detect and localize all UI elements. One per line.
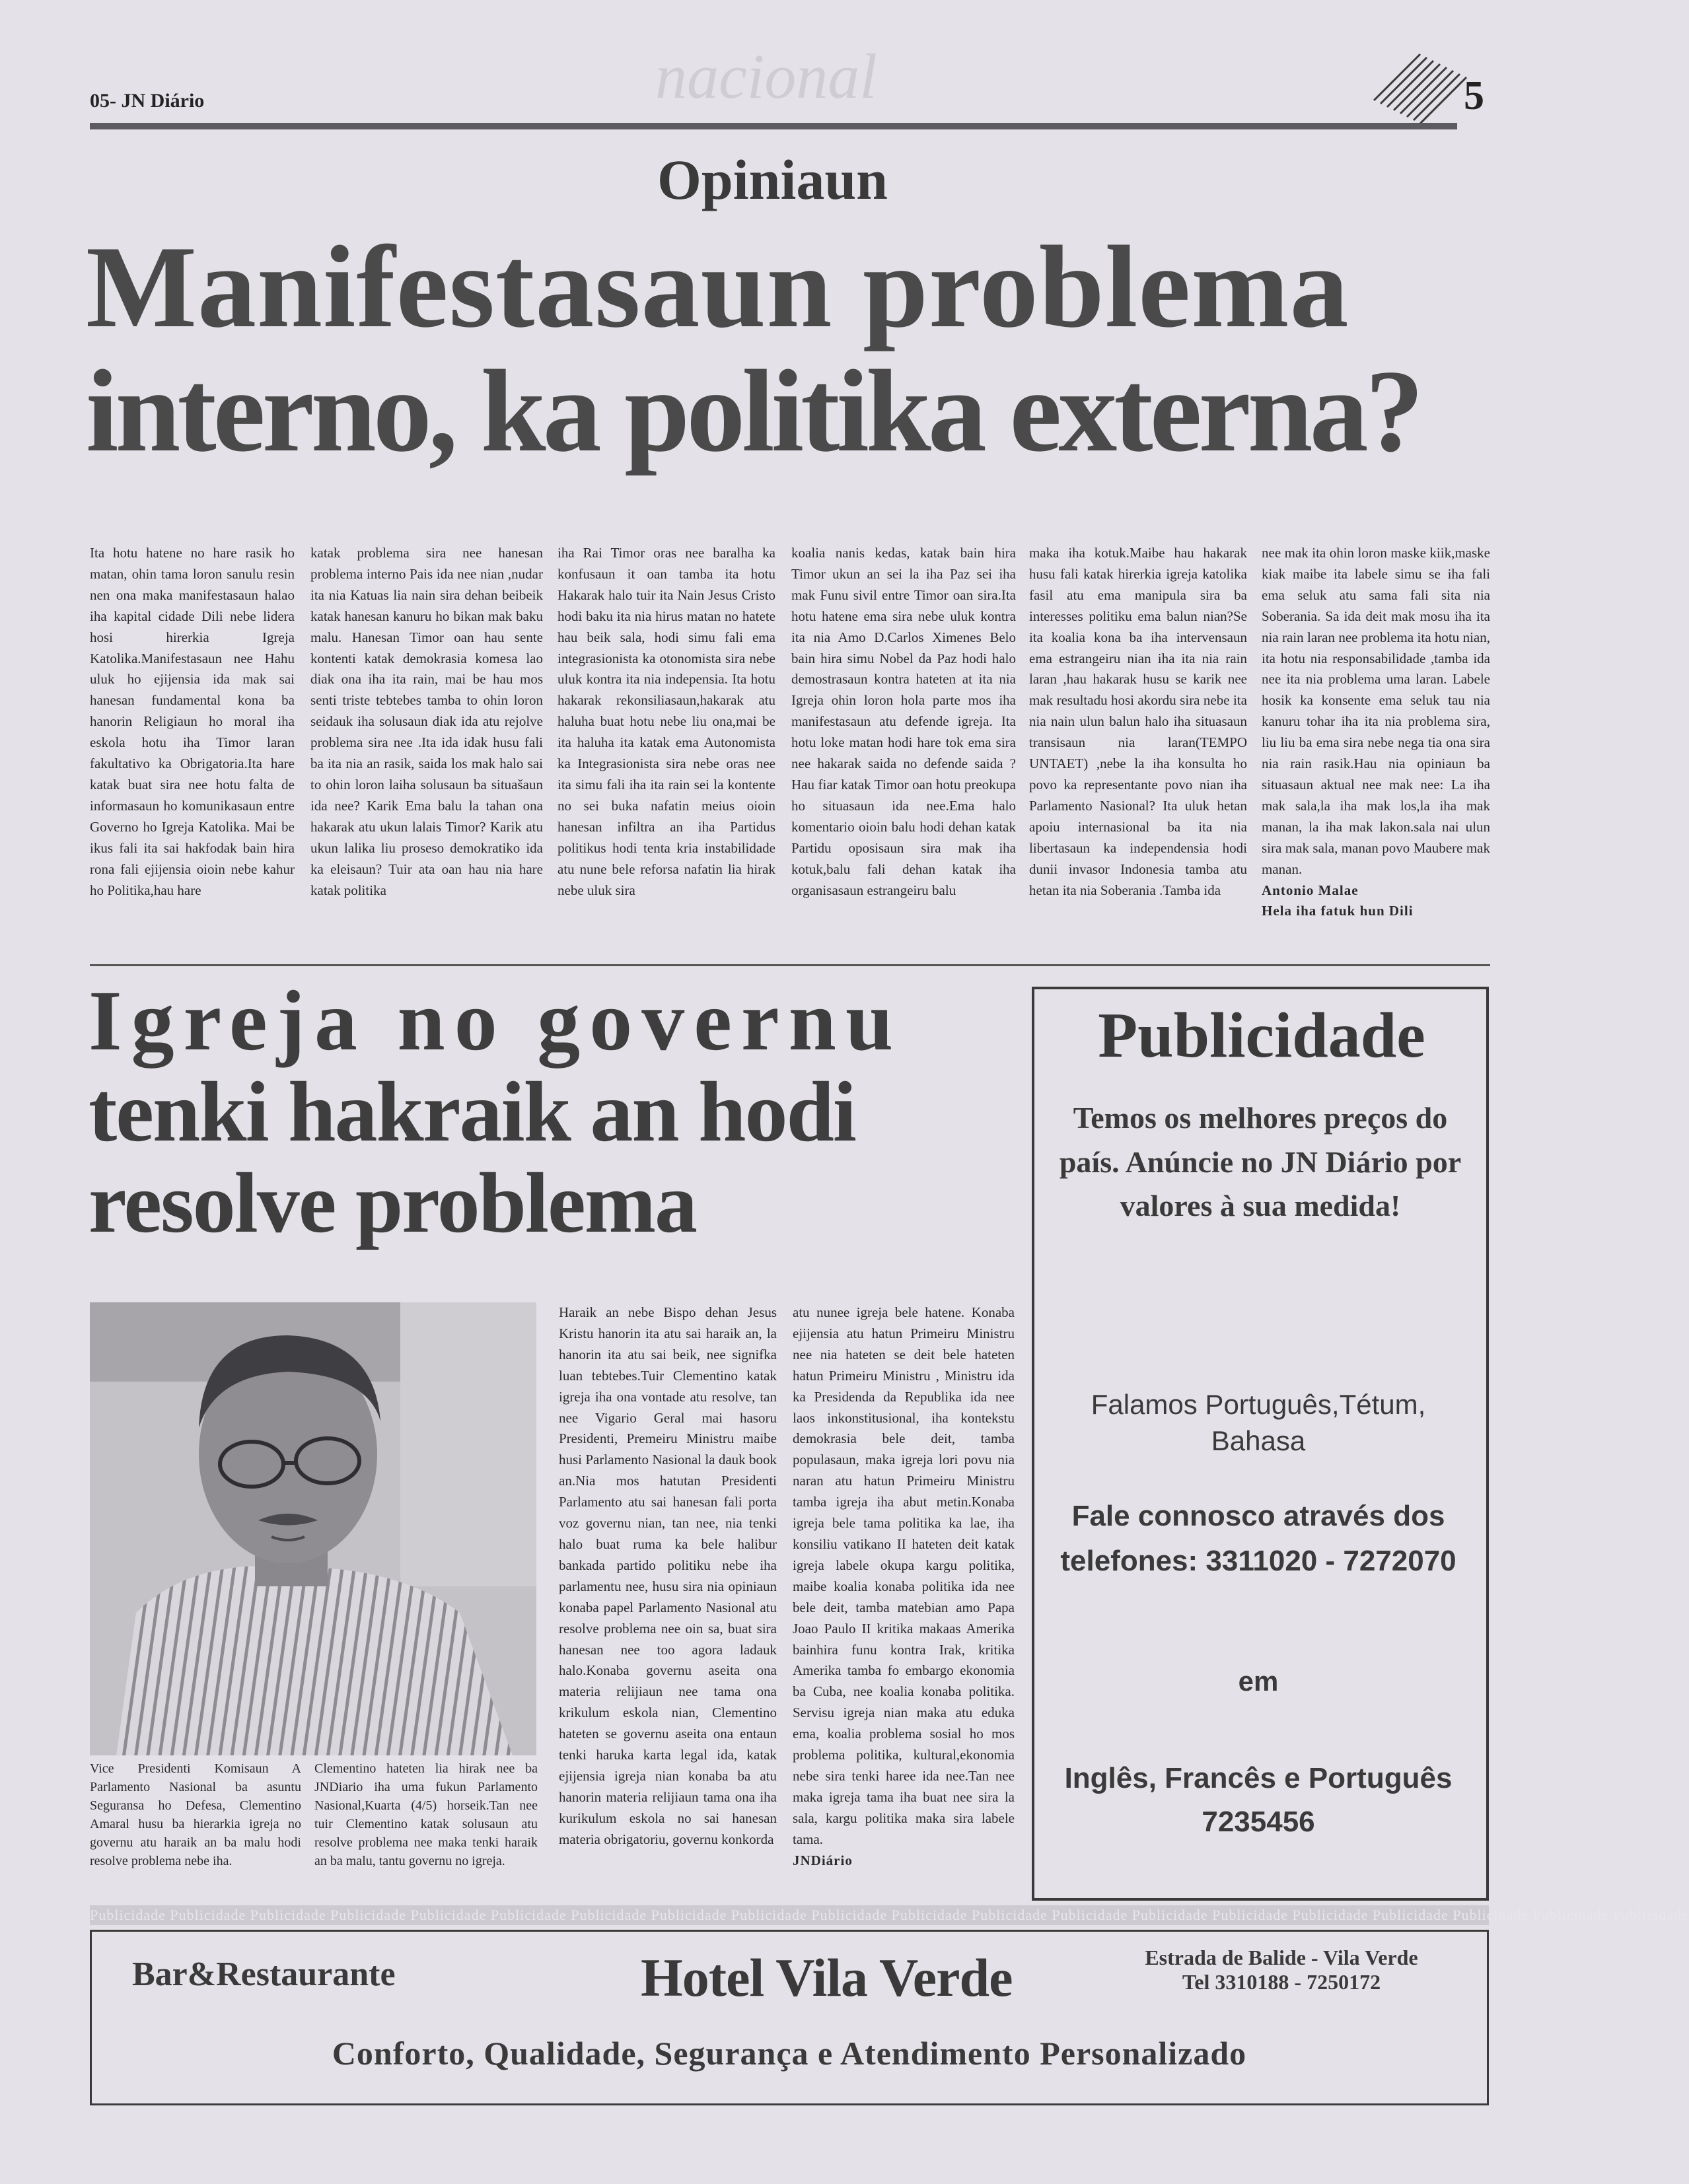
header-rule: [90, 123, 1457, 129]
article2-headline-line1: Igreja no governu: [89, 973, 903, 1069]
article2-photo: [90, 1302, 536, 1755]
author-name: Antonio Malae: [1262, 882, 1359, 898]
article2-column-2: [793, 1302, 1015, 1897]
banner-slogan: Conforto, Qualidade, Segurança e Atendimento Personalizado: [332, 2035, 1247, 2072]
banner-bar-restaurant: Bar&Restaurante: [132, 1955, 396, 1993]
article2-column-1: Haraik an nebe Bispo dehan Jesus Kristu hanorin ita atu sai haraik an, la hanorin ita atu sai beik, nee signifka luan tebtebes.Tuir Clementino katak igreja iha ona vontade atu resolve, tan nee Vigario Geral mai hasoru Presidenti, Premeiru Ministru maibe husi Parlamento Nasional la dauk book an.Nia mos hatutan Presidenti Parlamento atu sai hanesan fali porta voz governu nian, tan nee, nia tenki halo buat ruma ka bele halibur bankada partido politiku nebe iha parlamentu nee, husu sira nia opiniaun konaba papel Parlamento Nasional atu resolve problema nee oin sa, buat sira hanesan nee too agora ladauk halo.Konaba governu aseita ona materia relijiaun nee tama ona krikulum eskola nian, Clementino hateten se governu aseita ona entaun tenki haruka karta legal ida, katak ejijensia igreja nian konaba ba atu hanorin materia relijiaun tama ona iha kurikulum eskola no sai hanesan materia obrigatoriu, governu konkorda: [559, 1304, 777, 1847]
photo-caption-right: Clementino hateten lia hirak nee ba JNDiario iha uma fukun Parlamento Nasional,Kuarta (4/5) horseik.Tan nee tuir Clementino katak solusaun atu resolve problema nee maka tenki haraik an ba malu, tantu governu no igreja.: [314, 1761, 538, 1868]
publicity-band: Publicidade Publicidade Publicidade Publicidade Publicidade Publicidade Publicidade Publicidade Publicidade Publicidade Publicidade Publicidade Publicidade Publicidade Publicidade Publicidade Publicidade Publicidade Publicidade Publicidade: [90, 1905, 1489, 1925]
hatch-decoration-icon: [1374, 48, 1473, 127]
article1-column-2: katak problema sira nee hanesan problema interno Pais ida nee nian ,nudar ita nia Katuas lia nain sira dehan beibeik katak hanesan kanuru ho bikan mak baku malu. Hanesan Timor oan hau sente kontenti katak demokrasia komesa lao diak ona iha ita rain, mai be hau mos senti triste tebtebes tamba to ohin loron seidauk iha solusaun diak ida atu rejolve problema sira nee .Ita ida idak husu fali ba ita nia an rasik, saida los mak halo sai to ohin loron laiha solusaun ba situašaun ida nee? Karik Ema balu la tahan ona hakarak atu ukun lalais Timor? Karik atu ukun lalika liu proseso demokratiko ida ka eleisaun? Tuir ata oan hau nia hare katak politika: [310, 545, 543, 898]
ad-title: Publicidade: [1098, 1000, 1425, 1071]
section-title: Opiniaun: [657, 148, 888, 211]
page-number: 5: [1464, 73, 1484, 118]
article1-column-5: maka iha kotuk.Maibe hau hakarak husu fali katak hirerkia igreja katolika fasil atu ema manipula sira ba interesses politiku ema balun nian?Se ita koalia kona ba iha intervensaun ema estrangeiru nian iha ita nia rain laran ,hau hakarak husu se karik nee mak resultadu hosi akordu sira nebe ita nia nain ulun balun halo iha situasaun transisaun nia laran(TEMPO UNTAET) ,nebe la iha konsulta ho povo ka representante povo nian iha Parlamento Nasional? Ita uluk hetan apoiu internasional ba ita nia libertasaun ka independensia hodi dunii invasor Indonesia tamba atu hetan ita nia Soberania .Tamba ida: [1029, 545, 1247, 898]
article1-headline-line2: interno, ka politika externa?: [86, 345, 1421, 476]
article1-column-6-text: nee mak ita ohin loron maske kiik,maske kiak maibe ita labele simu se iha fali ema seluk atu sama fali sita nia Soberania. Sa ida deit mak mosu iha ita nia rain laran nee problema ita hotu nian, ita hotu nia responsabilidade ,tamba ida nee ita nia problema uma laran. Labele hosik ka konsente ema seluk tau nia kanuru tohar iha ita nia problema sira, liu liu ba ema sira nebe nega tia ona sira nia rain rasik.Hau nia opiniaun ba situasaun aktual nee mak nee: La iha mak sala,la iha mak los,la iha mak manan, la iha mak lakon.sala nai ulun sira mak sala, manan povo Maubere mak manan.: [1262, 545, 1490, 877]
article1-column-6: [1262, 543, 1490, 966]
article1-headline: [86, 221, 1486, 476]
section-watermark: nacional: [655, 41, 877, 112]
author-location: Hela iha fatuk hun Dili: [1262, 903, 1414, 919]
photo-caption-left: Vice Presidenti Komisaun A Parlamento Nasional ba asuntu Seguransa ho Defesa, Clementino Amaral husu ba hierarkia igreja no governu atu haraik an ba malu hodi resolve problema nebe iha.: [90, 1761, 301, 1868]
article1-headline-line1: Manifestasaun problema: [86, 221, 1349, 352]
section-divider: [90, 964, 1490, 966]
banner-hotel-name: Hotel Vila Verde: [641, 1948, 1013, 2008]
article2-headline: [89, 973, 1013, 1251]
banner-phone: Tel 3310188 - 7250172: [1182, 1969, 1381, 1994]
article2-signature: JNDiário: [793, 1852, 853, 1868]
banner-address-line: Estrada de Balide - Vila Verde: [1145, 1946, 1418, 1969]
ad-em: em: [1238, 1666, 1279, 1697]
banner-address: [1123, 1946, 1440, 1994]
article2-headline-line2: tenki hakraik an hodi: [89, 1064, 855, 1160]
portrait-illustration: [90, 1302, 536, 1755]
article1-column-4: koalia nanis kedas, katak bain hira Timor ukun an sei la iha Paz sei iha mak Funu sivil entre Timor oan sira.Ita hotu hatene ema sira nebe uluk kontra ita nia Amo D.Carlos Ximenes Belo bain hira simu Nobel da Paz hodi halo demostrasaun kontra hateten at ita nia Igreja ohin loron hola parte mos iha manifestasaun atu defende igreja. Ita hotu loke matan hodi hare tok ema sira nee hakarak saida no defende saida ? Hau fiar katak Timor oan hotu preokupa ho situasaun ida nee.Ema halo komentario oioin balu hodi dehan katak Partidu oposisaun sira mak iha kotuk,balu fali dehan katak iha organisasaun estrangeiru balu: [791, 545, 1016, 898]
article1-column-3: iha Rai Timor oras nee baralha ka konfusaun it oan tamba ita hotu Hakarak halo tuir ita Nain Jesus Cristo hodi baku ita nia hirus matan no hatete hau beik sala, hodi simu fali ema integrasionista ka otonomista sira nebe uluk kontra ita nia indepensia. Ita hotu hakarak rekonsiliasaun,hakarak atu haluha buat hotu nebe liu ona,mai be ita haluha ita katak ema Autonomista ka Integrasionista sira nebe oras nee ita simu fali iha ita rain sei la kontente no sei buka nafatin meius oioin hanesan infiltra an iha Partidus politikus hodi tenta kria instabilidade atu nune bele reforsa nafatin lia hirak nebe uluk sira: [557, 545, 775, 898]
ad-languages: Falamos Português,Tétum, Bahasa: [1091, 1389, 1426, 1456]
ad-language-phone: Inglês, Francês e Português 7235456: [1064, 1762, 1453, 1838]
article2-headline-line3: resolve problema: [89, 1155, 697, 1251]
ad-contact: Fale connosco através dos telefones: 3311020 - 7272070: [1060, 1500, 1456, 1578]
paper-page-label: 05- JN Diário: [90, 90, 205, 112]
ad-body: Temos os melhores preços do país. Anúncie no JN Diário por valores à sua medida!: [1059, 1101, 1462, 1223]
article2-column-2-text: atu nunee igreja bele hatene. Konaba ejijensia atu hatun Primeiru Ministru nee nia hateten se deit bele hateten hatun Primeiru Ministru , Ministru ida ka Presidenda da Republika ida nee laos inkonstitusional, iha kontekstu demokrasia bele deit, tamba populasaun, maka igreja lori povu nia naran atu hatun Primeiru Ministru tamba igreja iha abut metin.Konaba igreja bele tama politika ka lae, iha konsiliu vatikano II hateten deit katak igreja labele okupa kargu politika, maibe koalia konaba politika ida nee bele deit, tamba matebian amo Papa Joao Paulo II kritika makaas Amerika bainhira funu kontra Irak, kritika Amerika tamba fo embargo ekonomia ba Cuba, nee koalia konaba politika. Servisu igreja nian maka atu eduka ema, koalia problema sosial ho mos problema politika, kultural,ekonomia nebe sira tenki haree ida nee.Tan nee maka igreja tama iha buat nee sira la sala, kargu politika maka sira labele tama.: [793, 1304, 1015, 1847]
article1-column-1: Ita hotu hatene no hare rasik ho matan, ohin tama loron sanulu resin nen ona maka manifestasaun halao iha kapital cidade Dili nebe lidera hosi hirerkia Igreja Katolika.Manifestasaun nee Hahu uluk ho ejijensia ida mak sai hanesan fundamental kona ba hanorin Religiaun ho moral iha eskola hotu iha Timor laran fakultativo ka Obrigatoria.Ita hare katak buat sira nee hotu falta de informasaun ho komunikasaun entre Governo ho Igreja Katolika. Mai be ikus fali ita sai hakfodak bain hira rona fali ejijensia oioin nebe kahur ho Politika,hau hare: [90, 545, 295, 898]
